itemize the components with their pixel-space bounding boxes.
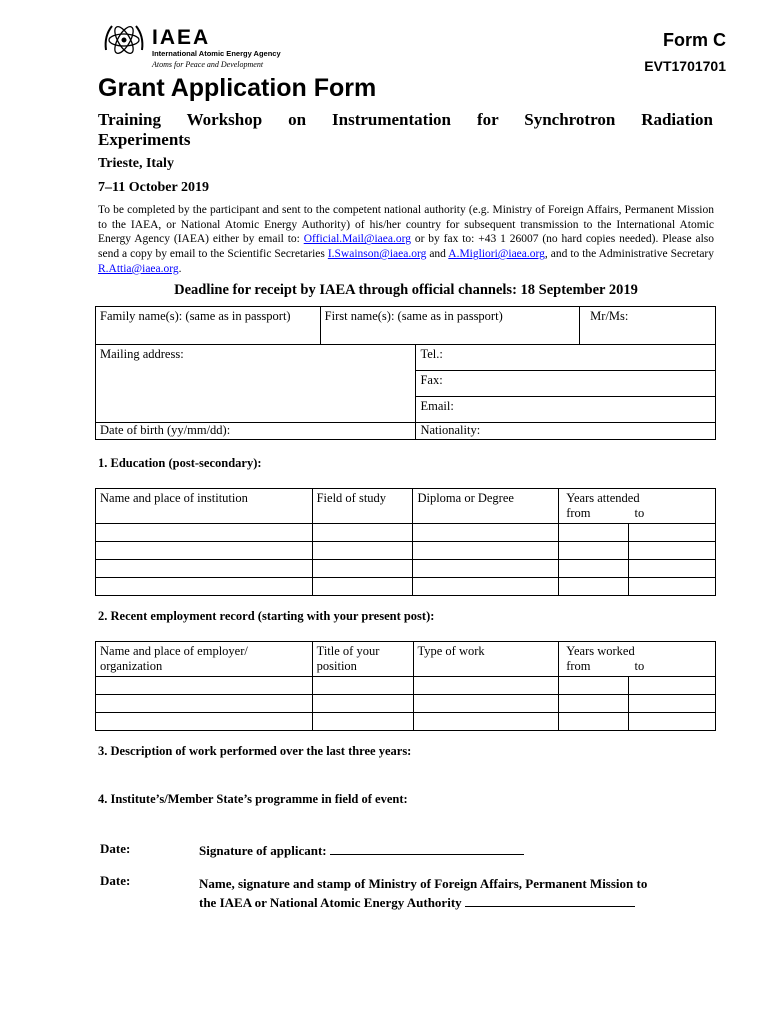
admin-secretary-link[interactable]: R.Attia@iaea.org <box>98 262 179 275</box>
edu-col-field-label: Field of study <box>316 491 387 505</box>
edu-col-diploma-label: Diploma or Degree <box>417 491 514 505</box>
page-title: Grant Application Form <box>98 74 377 102</box>
emp-col-title <box>312 642 413 677</box>
emp-col-employer <box>96 642 313 677</box>
first-name-field[interactable] <box>320 307 580 345</box>
edu-col-years <box>559 489 716 524</box>
email-field[interactable] <box>416 397 716 423</box>
fax-field[interactable] <box>416 371 716 397</box>
table-row[interactable] <box>96 677 716 695</box>
edu-from-to <box>566 506 711 521</box>
emp-col-employer-label-2: organization <box>100 659 163 673</box>
edu-col-institution-label: Name and place of institution <box>100 491 248 505</box>
programme-heading: 4. Institute’s/Member State’s programme in field of event: <box>98 792 408 806</box>
table-row[interactable] <box>96 578 716 596</box>
education-heading: 1. Education (post-secondary): <box>98 456 262 470</box>
mailing-address-label: Mailing address: <box>100 347 184 361</box>
instructions-paragraph <box>98 203 714 277</box>
emp-col-type-label: Type of work <box>417 644 485 658</box>
table-row[interactable] <box>96 560 716 578</box>
title-field[interactable] <box>580 307 716 345</box>
family-name-label: Family name(s): (same as in passport) <box>100 309 291 323</box>
logo-tagline: Atoms for Peace and Development <box>152 60 264 69</box>
authority-signature <box>199 875 647 912</box>
date-label-1: Date: <box>100 841 131 856</box>
edu-col-years-label: Years attended <box>566 491 640 505</box>
edu-to-label: to <box>634 506 645 520</box>
emp-col-type <box>413 642 559 677</box>
nationality-field[interactable] <box>416 423 716 440</box>
form-label: Form C <box>663 30 726 50</box>
tel-field[interactable] <box>416 345 716 371</box>
scientific-secretary-2-link[interactable]: A.Migliori@iaea.org <box>448 248 545 261</box>
authority-signature-line[interactable] <box>465 893 635 907</box>
authority-label-line2: the IAEA or National Atomic Energy Authority <box>199 895 462 910</box>
dob-field[interactable] <box>96 423 416 440</box>
emp-col-title-label-2: position <box>316 659 357 673</box>
instructions-text-5: . <box>178 262 182 275</box>
title-label: Mr/Ms: <box>590 309 629 323</box>
iaea-logo-emblem-icon <box>100 20 148 64</box>
emp-to-label: to <box>634 659 645 673</box>
event-dates: 7–11 October 2019 <box>98 180 209 195</box>
instructions-text-3: and <box>426 248 449 261</box>
authority-label-line1: Name, signature and stamp of Ministry of Foreign Affairs, Permanent Mission to <box>199 876 648 891</box>
first-name-label: First name(s): (same as in passport) <box>324 309 503 323</box>
logo-agency-name: International Atomic Energy Agency <box>152 49 281 58</box>
emp-col-years <box>559 642 716 677</box>
instructions-text-4: , and to the Administrative Secretary <box>544 248 714 261</box>
emp-col-title-label-1: Title of your <box>316 644 380 658</box>
personal-details-table <box>95 306 716 440</box>
fax-label: Fax: <box>420 373 443 387</box>
event-title-line1: Training Workshop on Instrumentation for Synchrotron Radiation <box>98 110 713 129</box>
event-code: EVT1701701 <box>644 58 726 74</box>
tel-label: Tel.: <box>420 347 443 361</box>
deadline-notice: Deadline for receipt by IAEA through official channels: 18 September 2019 <box>174 282 638 298</box>
edu-col-institution <box>96 489 313 524</box>
family-name-field[interactable] <box>96 307 321 345</box>
emp-from-to <box>566 659 711 674</box>
table-row[interactable] <box>96 542 716 560</box>
event-title-line2: Experiments <box>98 130 191 149</box>
emp-col-years-label: Years worked <box>566 644 635 658</box>
instructions-text-1: To be completed by the participant and sent to the competent national authority (e.g. Ministry of Foreign Affairs, Permanent Mission to the IAEA, or National Atomic Energy Authority) of his/her country for subsequent transmission to the International Atomic Energy Agency (IAEA) either by email to: <box>98 204 714 246</box>
education-table <box>95 488 716 596</box>
event-location: Trieste, Italy <box>98 156 174 171</box>
table-row[interactable] <box>96 695 716 713</box>
edu-col-diploma <box>413 489 559 524</box>
dob-label: Date of birth (yy/mm/dd): <box>100 423 231 437</box>
emp-from-label: from <box>566 659 591 673</box>
table-row[interactable] <box>96 524 716 542</box>
instructions-text-2: or by fax to: +43 1 26007 (no hard copies needed). Please also send a copy by email to the Scientific Secretaries <box>98 233 714 261</box>
edu-col-field <box>312 489 413 524</box>
work-description-heading: 3. Description of work performed over the last three years: <box>98 744 412 758</box>
official-mail-link[interactable]: Official.Mail@iaea.org <box>303 233 411 246</box>
applicant-signature-line[interactable] <box>330 841 524 855</box>
applicant-signature <box>199 841 524 859</box>
emp-col-employer-label-1: Name and place of employer/ <box>100 644 248 658</box>
date-label-2: Date: <box>100 873 131 888</box>
applicant-signature-label: Signature of applicant: <box>199 843 327 858</box>
scientific-secretary-1-link[interactable]: I.Swainson@iaea.org <box>327 248 427 261</box>
nationality-label: Nationality: <box>420 423 481 437</box>
table-row[interactable] <box>96 713 716 731</box>
logo-wordmark: IAEA <box>152 26 211 49</box>
email-label: Email: <box>420 399 454 413</box>
edu-from-label: from <box>566 506 591 520</box>
employment-table <box>95 641 716 731</box>
employment-heading: 2. Recent employment record (starting with your present post): <box>98 609 435 623</box>
mailing-address-field[interactable] <box>96 345 416 423</box>
